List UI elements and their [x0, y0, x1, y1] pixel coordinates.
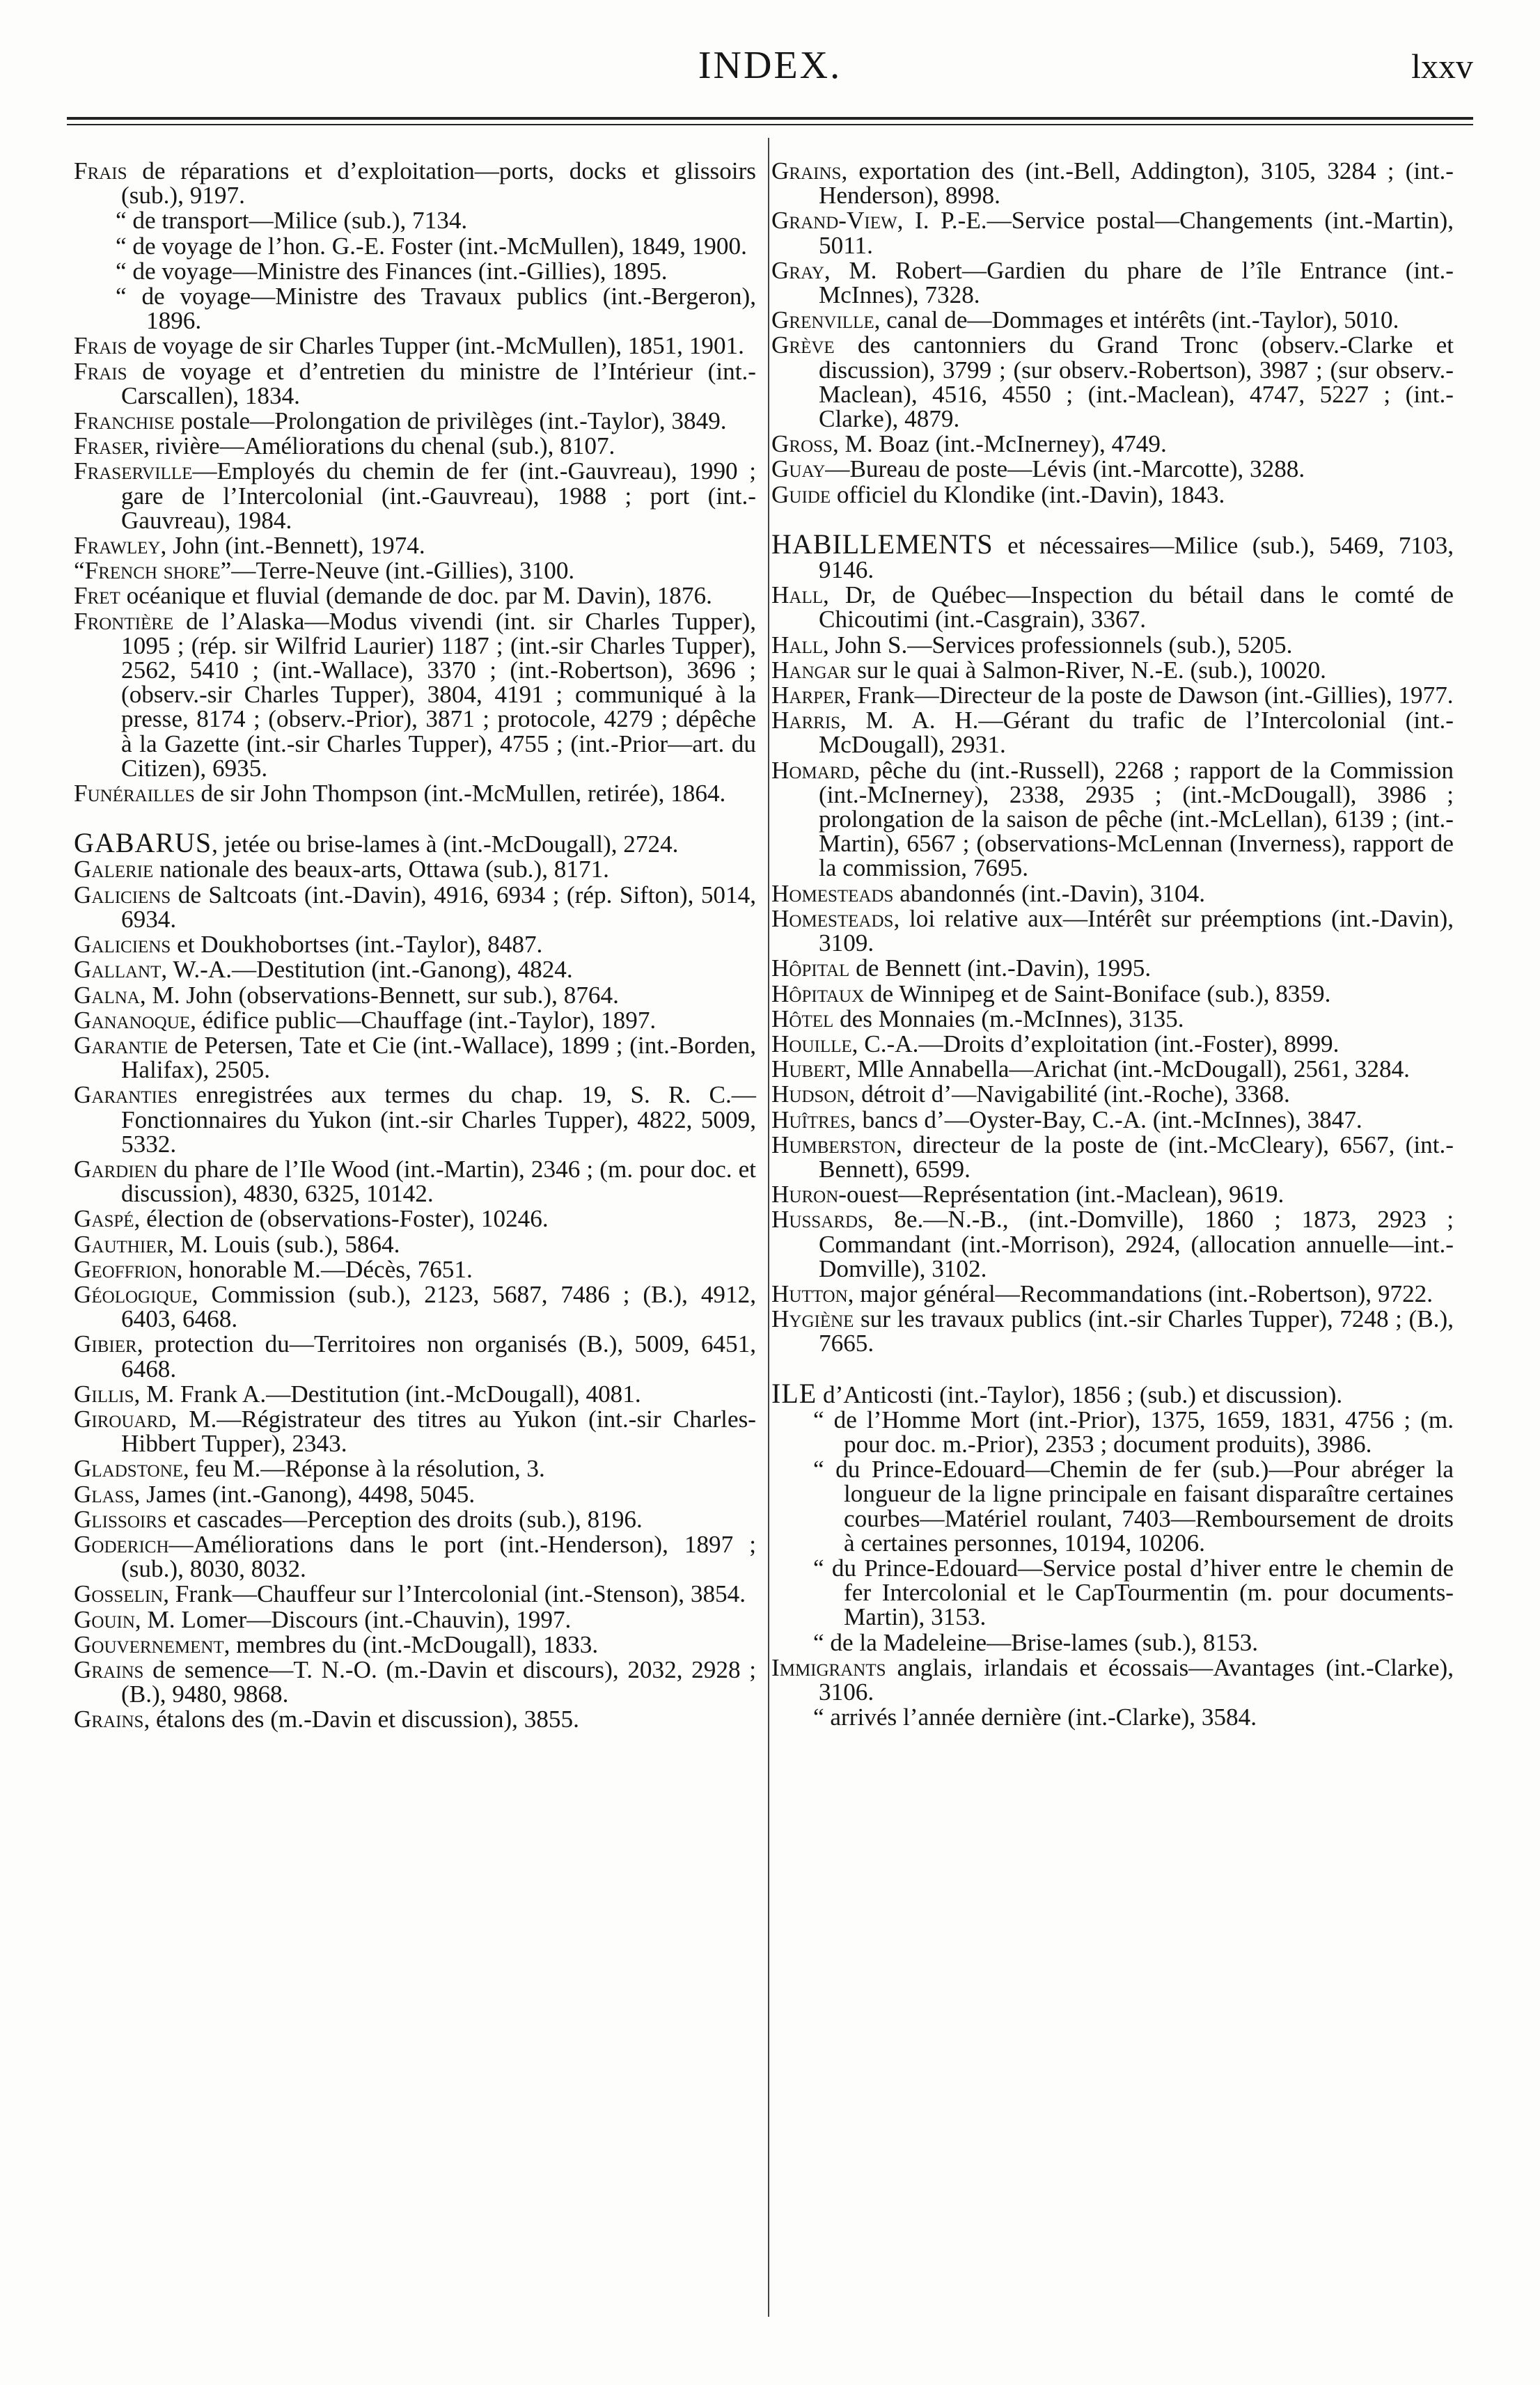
- index-entry: [74, 333, 756, 358]
- index-entry: [74, 1582, 756, 1606]
- index-headword: Gosselin: [74, 1580, 164, 1608]
- index-entry: [74, 983, 756, 1007]
- index-entry-text: ”—Terre-Neuve (int.-Gillies), 3100.: [220, 557, 575, 585]
- index-entry-text: de réparations et d’exploitation—ports, docks et glissoirs (sub.), 9197.: [121, 157, 756, 210]
- left-column: [74, 159, 756, 1733]
- index-headword: Funérailles: [74, 780, 195, 808]
- header-rule-thick: [67, 117, 1473, 120]
- index-entry-text: océanique et fluvial (demande de doc. par M. Davin), 1876.: [120, 582, 712, 610]
- index-headword: Garantie: [74, 1031, 168, 1059]
- index-entry: [74, 1632, 756, 1657]
- index-headword: Homesteads: [771, 904, 894, 932]
- index-headword: Grand-View: [771, 207, 897, 235]
- index-entry-text: , Frank—Chauffeur sur l’Intercolonial (int.-Stenson), 3854.: [163, 1580, 746, 1608]
- index-entry-text: de voyage de sir Charles Tupper (int.-McMullen), 1851, 1901.: [127, 332, 744, 360]
- index-entry: [771, 1377, 1454, 1409]
- index-entry: [771, 1181, 1454, 1209]
- index-entry: [74, 533, 756, 558]
- index-entry: [771, 1207, 1454, 1281]
- index-entry-text: de la Madeleine—Brise-lames (sub.), 8153.: [824, 1628, 1259, 1656]
- column-divider: [768, 138, 769, 2317]
- index-entry-text: , membres du (int.-McDougall), 1833.: [223, 1630, 599, 1658]
- index-entry: [74, 1033, 756, 1082]
- index-entry: [74, 1607, 756, 1632]
- index-entry: [771, 258, 1454, 307]
- index-entry-text: , édifice public—Chauffage (int.-Taylor), 1897.: [190, 1006, 657, 1034]
- index-headword: Hudson: [771, 1080, 849, 1108]
- index-headword: Gananoque: [74, 1006, 191, 1034]
- index-entry: [74, 609, 756, 780]
- index-entry: [771, 658, 1454, 682]
- index-entry-text: et cascades—Perception des droits (sub.), 8196.: [166, 1505, 643, 1533]
- index-entry-text: postale—Prolongation de privilèges (int.-Taylor), 3849.: [174, 407, 727, 435]
- index-entry: [74, 208, 756, 233]
- index-headword: Grains: [74, 1706, 144, 1733]
- index-headword: Fret: [74, 582, 120, 610]
- index-entry-text: , élection de (observations-Foster), 10246.: [134, 1205, 549, 1233]
- index-entry-text: du Prince-Edouard—Service postal d’hiver entre le chemin de fer Intercolonial et le CapTourmentin (m. pour documents-Martin), 3153.: [824, 1554, 1454, 1631]
- index-entry: [74, 1232, 756, 1257]
- index-headword: “: [116, 207, 127, 235]
- index-headword: Galerie: [74, 856, 154, 883]
- index-headword: Hangar: [771, 656, 851, 684]
- index-entry: [771, 956, 1454, 980]
- index-headword: Girouard: [74, 1405, 171, 1433]
- index-headword: Gouvernement: [74, 1630, 224, 1658]
- index-entry-text: , 8e.—N.-B., (int.-Domville), 1860 ; 1873, 2923 ; Commandant (int.-Morrison), 2924, (allocation annuelle—int.-Domville), 3102.: [819, 1206, 1454, 1282]
- index-entry-text: , M.—Régistrateur des titres au Yukon (int.-sir Charles-Hibbert Tupper), 2343.: [121, 1405, 756, 1458]
- index-headword: Immigrants: [771, 1653, 886, 1681]
- index-headword: Fraser: [74, 432, 144, 460]
- index-entry-text: , Commission (sub.), 2123, 5687, 7486 ; (B.), 4912, 6403, 6468.: [121, 1280, 756, 1333]
- index-headword: Gibier: [74, 1330, 137, 1358]
- index-entry-text: du Prince-Edouard—Chemin de fer (sub.)—Pour abréger la longueur de la ligne principale en faisant disparaître certaines courbes—Matériel roulant, 7403—Remboursement de droits à certaines personnes, 10194, 10206.: [824, 1456, 1454, 1557]
- index-entry-text: , Mlle Annabella—Arichat (int.-McDougall), 2561, 3284.: [844, 1055, 1410, 1083]
- index-entry: [74, 583, 756, 608]
- index-entry: [74, 1282, 756, 1331]
- index-entry: [74, 1482, 756, 1506]
- index-entry-text: , M. A. H.—Gérant du trafic de l’Intercolonial (int.-McDougall), 2931.: [819, 707, 1454, 759]
- index-entry-text: , canal de—Dommages et intérêts (int.-Taylor), 5010.: [874, 306, 1399, 334]
- index-entry-text: de voyage—Ministre des Travaux publics (int.-Bergeron), 1896.: [126, 283, 756, 335]
- index-entry: [74, 827, 756, 859]
- index-headword: “: [116, 257, 127, 285]
- index-entry: [74, 434, 756, 458]
- index-entry: [74, 1083, 756, 1156]
- index-entry: [74, 359, 756, 408]
- index-entry: [74, 1707, 756, 1731]
- index-headword: Frais: [74, 357, 127, 385]
- index-headword: Grève: [771, 331, 835, 359]
- index-entry: [74, 1507, 756, 1532]
- index-entry-text: abandonnés (int.-Davin), 3104.: [893, 879, 1205, 907]
- index-entry-text: , rivière—Améliorations du chenal (sub.), 8107.: [143, 432, 615, 460]
- index-entry: [771, 432, 1454, 456]
- index-entry-text: , pêche du (int.-Russell), 2268 ; rapport de la Commission (int.-McInerney), 2338, 2935 ; (int.-McDougall), 3986 ; prolongation de la saison de pêche (int.-McLellan), 6139 ; (int.-Martin), 6567 ; (observations-McLennan (Inverness), rapport de la commission, 7695.: [819, 756, 1454, 882]
- index-headword: Hussards: [771, 1206, 867, 1234]
- index-headword: Frawley: [74, 532, 161, 560]
- index-entry: [771, 1655, 1454, 1704]
- index-entry-text: , protection du—Territoires non organisés (B.), 5009, 6451, 6468.: [121, 1330, 756, 1383]
- index-entry-text: , M. Frank A.—Destitution (int.-McDougall), 4081.: [134, 1380, 641, 1408]
- index-headword: Gray: [771, 256, 824, 284]
- index-entry: [74, 1532, 756, 1581]
- index-entry-text: sur les travaux publics (int.-sir Charles Tupper), 7248 ; (B.), 7665.: [819, 1305, 1454, 1357]
- index-entry-text: , M. Robert—Gardien du phare de l’île Entrance (int.-McInnes), 7328.: [819, 256, 1454, 309]
- index-headword: Frais: [74, 157, 127, 184]
- index-entry: [771, 157, 1454, 210]
- index-entry-text: de transport—Milice (sub.), 7134.: [126, 207, 468, 235]
- index-entry-text: , jetée ou brise-lames à (int.-McDougall), 2724.: [212, 831, 679, 858]
- index-entry-text: , M. Boaz (int.-McInerney), 4749.: [832, 430, 1167, 458]
- index-entry-text: , honorable M.—Décès, 7651.: [176, 1255, 473, 1283]
- index-headword: Galna: [74, 981, 140, 1009]
- index-headword: “: [116, 283, 127, 310]
- index-headword: Géologique: [74, 1280, 192, 1308]
- index-entry-text: de voyage de l’hon. G.-E. Foster (int.-McMullen), 1849, 1900.: [126, 232, 747, 260]
- index-entry-text: —Employés du chemin de fer (int.-Gauvreau), 1990 ; gare de l’Intercolonial (int.-Gauvreau), 1988 ; port (int.-Gauvreau), 1984.: [121, 457, 756, 534]
- index-headword: ILE: [771, 1377, 817, 1409]
- index-entry: [74, 1382, 756, 1406]
- index-headword: “: [813, 1703, 824, 1731]
- index-entry-text: de semence—T. N.-O. (m.-Davin et discours), 2032, 2928 ; (B.), 9480, 9868.: [121, 1655, 756, 1708]
- index-headword: Hôpital: [771, 954, 850, 982]
- index-entry-text: , John S.—Services professionnels (sub.), 5205.: [823, 631, 1293, 659]
- index-headword: Homard: [771, 756, 854, 784]
- index-entry-text: du phare de l’Ile Wood (int.-Martin), 2346 ; (m. pour doc. et discussion), 4830, 6325, 10142.: [121, 1155, 756, 1208]
- index-entry: [74, 409, 756, 433]
- index-headword: Geoffrion: [74, 1255, 177, 1283]
- index-headword: “: [813, 1628, 824, 1656]
- index-headword: Hôpitaux: [771, 979, 865, 1007]
- page-number: lxxv: [1411, 47, 1473, 86]
- right-column: [771, 159, 1454, 1730]
- index-entry-text: des Monnaies (m.-McInnes), 3135.: [833, 1005, 1184, 1032]
- index-entry: [771, 482, 1454, 507]
- index-entry-text: , John (int.-Bennett), 1974.: [160, 532, 425, 560]
- index-entry-text: de voyage et d’entretien du ministre de l’Intérieur (int.-Carscallen), 1834.: [121, 357, 756, 409]
- index-entry: [771, 1032, 1454, 1056]
- index-entry: [74, 957, 756, 982]
- index-headword: Hutton: [771, 1280, 848, 1307]
- index-entry: [771, 979, 1454, 1007]
- index-entry: [74, 1157, 756, 1206]
- index-entry-text: —Améliorations dans le port (int.-Henderson), 1897 ; (sub.), 8030, 8032.: [121, 1530, 756, 1583]
- index-entry: [771, 528, 1454, 584]
- index-entry: [771, 1307, 1454, 1355]
- index-headword: “: [813, 1406, 824, 1433]
- index-headword: Gladstone: [74, 1455, 183, 1483]
- index-headword: Humberston: [771, 1131, 897, 1158]
- index-entry: [74, 1655, 756, 1708]
- index-entry-text: de voyage—Ministre des Finances (int.-Gillies), 1895.: [126, 257, 668, 285]
- index-entry: [74, 157, 756, 210]
- index-entry: [771, 1408, 1454, 1456]
- index-entry: [74, 259, 756, 283]
- index-entry: [771, 583, 1454, 631]
- index-headword: Gauthier: [74, 1230, 168, 1258]
- index-entry-text: , M. John (observations-Bennett, sur sub.), 8764.: [139, 981, 619, 1009]
- index-headword: Hall: [771, 631, 824, 659]
- index-headword: Franchise: [74, 407, 175, 435]
- index-headword: HABILLEMENTS: [771, 528, 993, 560]
- index-headword: Gaspé: [74, 1205, 134, 1233]
- index-entry-text: des cantonniers du Grand Tronc (observ.-Clarke et discussion), 3799 ; (sur observ.-Robertson), 3987 ; (sur observ.-Maclean), 4516, 4550 ; (int.-Maclean), 4747, 5227 ; (int.-Clarke), 4879.: [819, 331, 1454, 433]
- index-headword: Glass: [74, 1480, 134, 1508]
- index-headword: Galiciens: [74, 881, 171, 908]
- index-headword: Glissoirs: [74, 1505, 167, 1533]
- index-entry-text: de l’Alaska—Modus vivendi (int. sir Charles Tupper), 1095 ; (rép. sir Wilfrid Laurier) 1187 ; (int.-sir Charles Tupper), 2562, 5410 ; (int.-Wallace), 3370 ; (int.-Robertson), 3696 ; (observ.-sir Charles Tupper), 3804, 4191 ; communiqué à la presse, 8174 ; (observ.-Prior), 3871 ; protocole, 4279 ; dépêche à la Gazette (int.-sir Charles Tupper), 4755 ; (int.-Prior—art. du Citizen), 6935.: [121, 607, 756, 782]
- index-headword: Huîtres: [771, 1105, 850, 1133]
- index-entry-text: —Bureau de poste—Lévis (int.-Marcotte), 3288.: [825, 455, 1305, 483]
- index-entry-text: , Dr, de Québec—Inspection du bétail dans le comté de Chicoutimi (int.-Casgrain), 3367.: [819, 581, 1454, 633]
- index-headword: “: [813, 1456, 824, 1483]
- index-entry-text: de Bennett (int.-Davin), 1995.: [849, 954, 1152, 982]
- index-headword: Grenville: [771, 306, 874, 334]
- index-entry: [74, 558, 756, 583]
- index-entry-text: , major général—Recommandations (int.-Robertson), 9722.: [847, 1280, 1433, 1307]
- index-entry-text: , W.-A.—Destitution (int.-Ganong), 4824.: [161, 956, 573, 984]
- index-headword: GABARUS: [74, 827, 212, 859]
- index-headword: “: [813, 1554, 824, 1582]
- index-entry: [771, 1133, 1454, 1181]
- index-headword: Garanties: [74, 1081, 178, 1109]
- index-entry: [74, 1407, 756, 1456]
- index-headword: Goderich: [74, 1530, 169, 1558]
- index-headword: Fraserville: [74, 457, 193, 485]
- index-entry: [771, 1705, 1454, 1729]
- index-entry: [771, 1556, 1454, 1630]
- index-entry: [771, 708, 1454, 757]
- index-entry-text: et Doukhobortses (int.-Taylor), 8487.: [171, 931, 543, 959]
- index-entry-text: , étalons des (m.-Davin et discussion), 3855.: [143, 1706, 579, 1733]
- index-entry-text: , I. P.-E.—Service postal—Changements (int.-Martin), 5011.: [819, 207, 1454, 259]
- index-entry-text: de sir John Thompson (int.-McMullen, retirée), 1864.: [194, 780, 726, 808]
- index-headword: Guay: [771, 455, 826, 483]
- index-headword: Gouin: [74, 1605, 135, 1633]
- index-entry: [74, 1257, 756, 1282]
- index-headword: Guide: [771, 480, 831, 508]
- index-entry: [74, 883, 756, 931]
- index-entry: [771, 1105, 1454, 1133]
- index-entry: [74, 1456, 756, 1481]
- index-headword: Galiciens: [74, 931, 171, 959]
- index-entry: [771, 1630, 1454, 1655]
- index-headword: Homesteads: [771, 879, 894, 907]
- index-entry-text: , M. Louis (sub.), 5864.: [168, 1230, 400, 1258]
- index-entry-text: officiel du Klondike (int.-Davin), 1843.: [831, 480, 1225, 508]
- index-entry-text: , James (int.-Ganong), 4498, 5045.: [134, 1480, 476, 1508]
- index-entry: [771, 758, 1454, 881]
- index-entry: [771, 457, 1454, 481]
- index-entry-text: -ouest—Représentation (int.-Maclean), 9619.: [838, 1181, 1284, 1209]
- index-headword: Gallant: [74, 956, 162, 984]
- index-headword: “: [116, 232, 127, 260]
- header-rule-thin: [67, 124, 1473, 125]
- index-entry: [74, 459, 756, 533]
- index-headword: Frais: [74, 332, 127, 360]
- index-entry: [74, 234, 756, 258]
- index-headword: Huron: [771, 1181, 839, 1209]
- index-entry: [74, 284, 756, 333]
- index-entry: [771, 333, 1454, 431]
- index-headword: Hygiène: [771, 1305, 854, 1333]
- index-entry-text: , C.-A.—Droits d’exploitation (int.-Foster), 8999.: [851, 1030, 1339, 1057]
- index-entry: [771, 208, 1454, 257]
- index-entry-text: , exportation des (int.-Bell, Addington), 3105, 3284 ; (int.-Henderson), 8998.: [819, 157, 1454, 210]
- index-headword: Harper: [771, 682, 845, 709]
- index-headword: Hôtel: [771, 1005, 834, 1032]
- index-entry: [771, 683, 1454, 707]
- index-entry: [771, 1082, 1454, 1106]
- index-entry: [74, 1008, 756, 1032]
- index-entry-text: enregistrées aux termes du chap. 19, S. R. C.—Fonctionnaires du Yukon (int.-sir Charles Tupper), 4822, 5009, 5332.: [121, 1081, 756, 1158]
- index-entry: [771, 906, 1454, 955]
- index-entry-text: , M. Lomer—Discours (int.-Chauvin), 1997.: [134, 1605, 572, 1633]
- index-entry-text: de Saltcoats (int.-Davin), 4916, 6934 ; (rép. Sifton), 5014, 6934.: [121, 881, 756, 933]
- index-entry-text: arrivés l’année dernière (int.-Clarke), 3584.: [824, 1703, 1257, 1731]
- index-entry: [771, 633, 1454, 657]
- index-entry-text: de Petersen, Tate et Cie (int.-Wallace), 1899 ; (int.-Borden, Halifax), 2505.: [121, 1031, 756, 1084]
- index-entry: [74, 857, 756, 881]
- index-entry: [771, 1007, 1454, 1031]
- index-headword: Hubert: [771, 1055, 845, 1083]
- index-entry: [771, 1282, 1454, 1306]
- index-entry: [74, 932, 756, 957]
- index-headword: Grains: [771, 157, 842, 184]
- index-entry: [771, 308, 1454, 332]
- index-entry-text: anglais, irlandais et écossais—Avantages (int.-Clarke), 3106.: [819, 1653, 1454, 1706]
- index-entry-text: sur le quai à Salmon-River, N.-E. (sub.), 10020.: [851, 656, 1326, 684]
- page-title: INDEX.: [698, 44, 842, 87]
- index-entry: [74, 780, 756, 808]
- index-headword: Grains: [74, 1655, 144, 1683]
- index-entry: [771, 881, 1454, 906]
- index-entry-text: et nécessaires—Milice (sub.), 5469, 7103, 9146.: [819, 531, 1454, 584]
- index-entry-text: d’Anticosti (int.-Taylor), 1856 ; (sub.) et discussion).: [817, 1380, 1343, 1408]
- index-headword: Gross: [771, 430, 833, 458]
- index-entry: [74, 1206, 756, 1231]
- index-entry-text: , bancs d’—Oyster-Bay, C.-A. (int.-McInnes), 3847.: [849, 1105, 1362, 1133]
- index-headword: Harris: [771, 707, 841, 734]
- index-entry-text: , loi relative aux—Intérêt sur préemptions (int.-Davin), 3109.: [819, 904, 1454, 957]
- index-entry: [771, 1057, 1454, 1081]
- index-entry-text: , Frank—Directeur de la poste de Dawson (int.-Gillies), 1977.: [845, 682, 1454, 709]
- index-entry-text: de l’Homme Mort (int.-Prior), 1375, 1659, 1831, 4756 ; (m. pour doc. m.-Prior), 2353 ; document produits), 3986.: [824, 1406, 1454, 1458]
- index-entry-text: de Winnipeg et de Saint-Boniface (sub.), 8359.: [864, 979, 1331, 1007]
- index-headword: Hall: [771, 581, 824, 609]
- index-headword: Gillis: [74, 1380, 134, 1408]
- index-headword: Frontière: [74, 607, 174, 635]
- index-headword: Houille: [771, 1030, 852, 1057]
- index-entry-text: , feu M.—Réponse à la résolution, 3.: [182, 1455, 545, 1483]
- index-headword: “French shore: [74, 557, 221, 585]
- index-headword: Gardien: [74, 1155, 157, 1183]
- index-entry-text: , directeur de la poste de (int.-McCleary), 6567, (int.-Bennett), 6599.: [819, 1131, 1454, 1183]
- index-entry-text: nationale des beaux-arts, Ottawa (sub.), 8171.: [153, 856, 609, 883]
- index-entry: [74, 1330, 756, 1383]
- index-entry: [771, 1457, 1454, 1555]
- index-entry-text: , détroit d’—Navigabilité (int.-Roche), 3368.: [849, 1080, 1290, 1108]
